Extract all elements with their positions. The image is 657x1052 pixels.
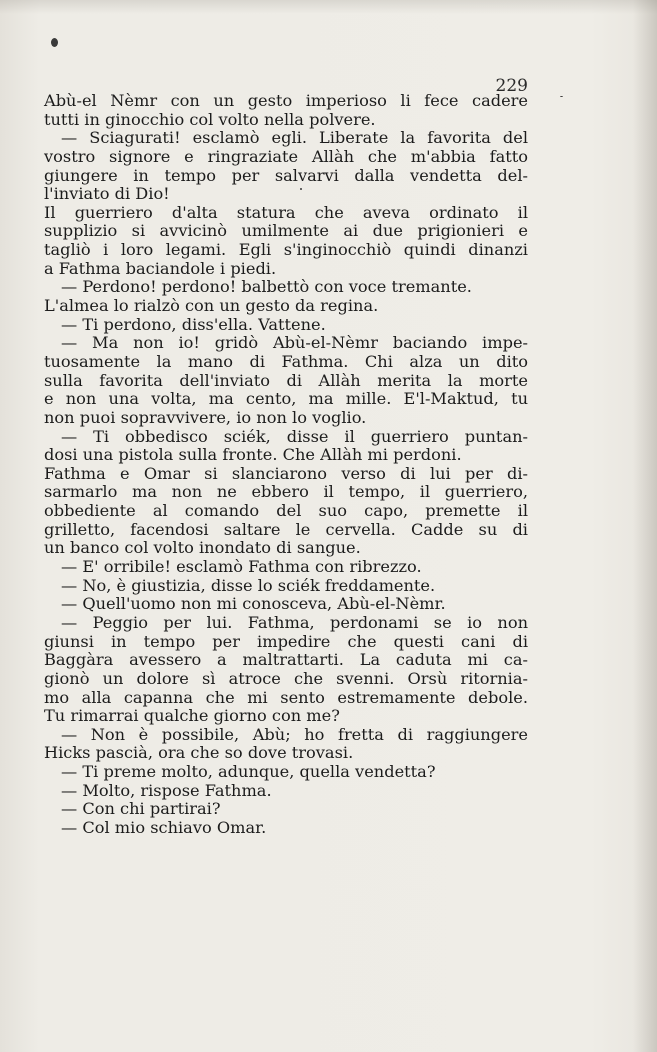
text-line: — Molto, rispose Fathma. <box>61 780 272 800</box>
text-line: — E' orribile! esclamò Fathma con ribrezzo. <box>61 557 422 577</box>
text-line: — Peggio per lui. Fathma, perdonami se io non <box>61 612 528 632</box>
text-line: vostro signore e ringraziate Allàh che m'abbia fatto <box>44 146 528 166</box>
text-line: e non una volta, ma cento, ma mille. E'l-Maktud, tu <box>44 389 528 409</box>
text-line: — Con chi partirai? <box>61 799 221 819</box>
body-text <box>44 92 528 838</box>
text-line: L'almea lo rialzò con un gesto da regina. <box>44 296 379 316</box>
text-line: a Fathma baciandole i piedi. <box>44 258 277 278</box>
text-line: sarmarlo ma non ne ebbero il tempo, il guerriero, <box>44 482 528 502</box>
text-line: Tu rimarrai qualche giorno con me? <box>44 706 340 726</box>
text-line: giunsi in tempo per impedire che questi cani di <box>44 631 528 651</box>
text-line: obbediente al comando del suo capo, premette il <box>44 501 528 521</box>
text-line: — Sciagurati! esclamò egli. Liberate la favorita del <box>61 128 528 148</box>
text-line: Hicks pascià, ora che so dove trovasi. <box>44 743 354 763</box>
page-edge-shadow <box>633 0 657 1052</box>
text-line: tagliò i loro legami. Egli s'inginocchiò quindi dinanzi <box>44 240 528 260</box>
text-line: tuosamente la mano di Fathma. Chi alza un dito <box>44 351 528 371</box>
text-line: Abù-el Nèmr con un gesto imperioso li fece cadere <box>44 91 528 110</box>
text-line: — Col mio schiavo Omar. <box>61 817 267 837</box>
text-line: — Non è possibile, Abù; ho fretta di raggiungere <box>61 724 528 744</box>
text-line: non puoi sopravvivere, io non lo voglio. <box>44 407 367 427</box>
text-line: giungere in tempo per salvarvi dalla vendetta del- <box>44 165 528 185</box>
text-line: Fathma e Omar si slanciarono verso di lui per di- <box>44 463 528 483</box>
text-line: supplizio si avvicinò umilmente ai due prigionieri e <box>44 221 528 241</box>
page-top-shadow <box>0 0 657 14</box>
text-line: — Perdono! perdono! balbettò con voce tremante. <box>61 277 472 297</box>
text-line: un banco col volto inondato di sangue. <box>44 538 361 558</box>
ink-speck <box>51 38 58 47</box>
text-line: l'inviato di Dio! <box>44 184 170 204</box>
text-line: sulla favorita dell'inviato di Allàh merita la morte <box>44 370 528 390</box>
text-line: — Ti perdono, diss'ella. Vattene. <box>61 314 326 334</box>
text-line: mo alla capanna che mi sento estremamente debole. <box>44 687 528 707</box>
text-line: — Ti preme molto, adunque, quella vendetta? <box>61 762 436 782</box>
ink-speck <box>560 96 563 97</box>
page-number: 229 <box>495 76 528 96</box>
text-line: tutti in ginocchio col volto nella polvere. <box>44 109 376 129</box>
text-line: Baggàra avessero a maltrattarti. La caduta mi ca- <box>44 650 528 670</box>
text-line: — Ma non io! gridò Abù-el-Nèmr baciando impe- <box>61 333 528 353</box>
text-line: grilletto, facendosi saltare le cervella. Cadde su di <box>44 519 528 539</box>
text-line: — Quell'uomo non mi conosceva, Abù-el-Nèmr. <box>61 594 446 614</box>
text-line: — No, è giustizia, disse lo sciék freddamente. <box>61 575 436 595</box>
text-line: — Ti obbedisco sciék, disse il guerriero puntan- <box>61 426 528 446</box>
text-line: Il guerriero d'alta statura che aveva ordinato il <box>44 202 528 222</box>
text-line: gionò un dolore sì atroce che svenni. Orsù ritornia- <box>44 668 528 688</box>
text-line: dosi una pistola sulla fronte. Che Allàh mi perdoni. <box>44 445 462 465</box>
